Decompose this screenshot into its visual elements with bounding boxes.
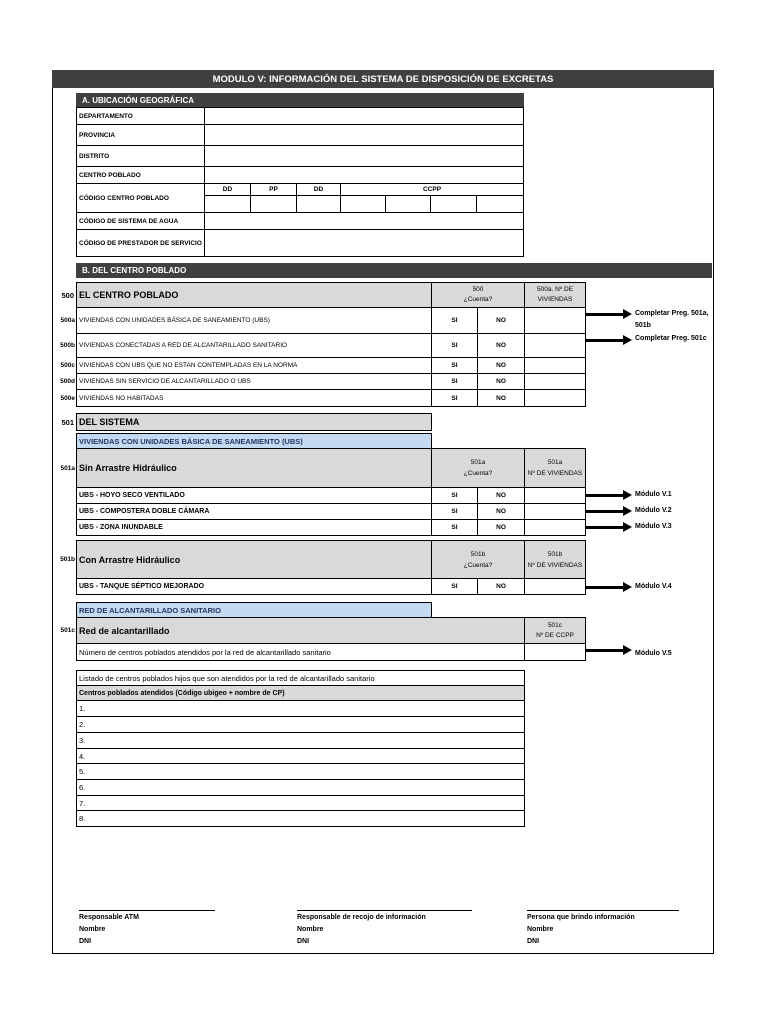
code-ccpp-field-2[interactable] xyxy=(385,195,431,213)
listado-item[interactable]: 5. xyxy=(76,763,525,780)
row-500e-label: VIVIENDAS NO HABITADAS xyxy=(76,389,432,407)
section-b-header: B. DEL CENTRO POBLADO xyxy=(76,263,712,278)
listado-item[interactable]: 3. xyxy=(76,732,525,749)
row-500a-number: 500a xyxy=(60,317,75,324)
signature-nombre: Nombre xyxy=(79,926,106,933)
provincia-label: PROVINCIA xyxy=(76,124,205,146)
modulo-v3-link[interactable]: Módulo V.3 xyxy=(635,523,672,530)
q501-label: DEL SISTEMA xyxy=(76,413,432,431)
ubs-hoyo-si[interactable]: SI xyxy=(431,487,478,504)
ubs-compostera-label: UBS - COMPOSTERA DOBLE CÁMARA xyxy=(76,503,432,520)
signature-dni: DNI xyxy=(527,938,540,945)
con-arrastre-cuenta-header: 501b ¿Cuenta? xyxy=(431,540,525,579)
section-a-header: A. UBICACIÓN GEOGRÁFICA xyxy=(76,93,524,107)
signature-responsable-atm xyxy=(79,912,139,948)
row-500b-number: 500b xyxy=(60,342,75,349)
ubs-compostera-no[interactable]: NO xyxy=(477,503,525,520)
row-500c-si[interactable]: SI xyxy=(431,357,478,374)
listado-header: Centros poblados atendidos (Código ubigeo + nombre de CP) xyxy=(76,685,525,701)
signature-line xyxy=(527,910,679,911)
provincia-field[interactable] xyxy=(204,124,524,146)
departamento-label: DEPARTAMENTO xyxy=(76,107,205,125)
note-completar-501c: Completar Preg. 501c xyxy=(635,335,707,342)
listado-title: Listado de centros poblados hijos que son atendidos por la red de alcantarillado sanitario xyxy=(76,670,525,686)
listado-item[interactable]: 6. xyxy=(76,779,525,796)
row-500d-number: 500d xyxy=(60,378,75,385)
con-arrastre-viviendas-header: 501b Nº DE VIVIENDAS xyxy=(524,540,586,579)
ubs-inundable-si[interactable]: SI xyxy=(431,519,478,536)
q500-viviendas-header: 500a. Nº DE VIVIENDAS xyxy=(524,282,586,308)
row-500a-si[interactable]: SI xyxy=(431,307,478,334)
codigo-sistema-label: CÓDIGO DE SISTEMA DE AGUA xyxy=(76,212,205,230)
row-500b-viviendas[interactable] xyxy=(524,333,586,358)
row-500c-number: 500c xyxy=(60,362,75,369)
code-ccpp-header: CCPP xyxy=(340,183,524,196)
q500-number: 500 xyxy=(61,290,74,300)
red-centros-label: Número de centros poblados atendidos por la red de alcantarillado sanitario xyxy=(76,643,525,661)
ubs-compostera-si[interactable]: SI xyxy=(431,503,478,520)
code-pp-field[interactable] xyxy=(250,195,297,213)
row-500a-viviendas[interactable] xyxy=(524,307,586,334)
code-pp-header: PP xyxy=(250,183,297,196)
code-ccpp-field-3[interactable] xyxy=(430,195,477,213)
q501-number: 501 xyxy=(61,417,74,427)
ubs-compostera-viviendas[interactable] xyxy=(524,503,586,520)
modulo-v2-link[interactable]: Módulo V.2 xyxy=(635,507,672,514)
red-ccpp-header: 501c Nº DE CCPP xyxy=(524,617,586,644)
ubs-header: VIVIENDAS CON UNIDADES BÁSICA DE SANEAMIENTO (UBS) xyxy=(76,433,432,449)
codigo-prestador-label: CÓDIGO DE PRESTADOR DE SERVICIO xyxy=(76,229,205,257)
signature-nombre: Nombre xyxy=(297,926,324,933)
signature-dni: DNI xyxy=(79,938,92,945)
ubs-tanque-label: UBS - TANQUE SÉPTICO MEJORADO xyxy=(76,578,432,595)
signature-role: Persona que brindo información xyxy=(527,914,635,921)
ubs-tanque-no[interactable]: NO xyxy=(477,578,525,595)
row-500b-no[interactable]: NO xyxy=(477,333,525,358)
q500-cuenta-header: 500 ¿Cuenta? xyxy=(431,282,525,308)
ubs-hoyo-label: UBS - HOYO SECO VENTILADO xyxy=(76,487,432,504)
row-500d-viviendas[interactable] xyxy=(524,373,586,390)
row-500e-number: 500e xyxy=(60,394,75,402)
ubs-hoyo-no[interactable]: NO xyxy=(477,487,525,504)
row-500c-no[interactable]: NO xyxy=(477,357,525,374)
code-dd1-field[interactable] xyxy=(204,195,251,213)
row-500e-viviendas[interactable] xyxy=(524,389,586,407)
code-ccpp-field-4[interactable] xyxy=(476,195,524,213)
listado-item[interactable]: 4. xyxy=(76,748,525,764)
signature-nombre: Nombre xyxy=(527,926,554,933)
departamento-field[interactable] xyxy=(204,107,524,125)
signature-line xyxy=(297,910,472,911)
listado-item[interactable]: 2. xyxy=(76,716,525,733)
note-completar-501a-501b: Completar Preg. 501a, 501b xyxy=(635,310,709,329)
listado-item[interactable]: 7. xyxy=(76,795,525,811)
ubs-inundable-label: UBS - ZONA INUNDABLE xyxy=(76,519,432,536)
signature-responsable-recojo xyxy=(297,912,426,948)
page-title: MODULO V: INFORMACIÓN DEL SISTEMA DE DISPOSICIÓN DE EXCRETAS xyxy=(52,70,714,88)
codigo-prestador-field[interactable] xyxy=(204,229,524,257)
ubs-tanque-si[interactable]: SI xyxy=(431,578,478,595)
row-500e-no[interactable]: NO xyxy=(477,389,525,407)
code-dd2-header: DD xyxy=(296,183,341,196)
codigo-sistema-field[interactable] xyxy=(204,212,524,230)
codigo-cp-label: CÓDIGO CENTRO POBLADO xyxy=(76,183,205,213)
row-500d-label: VIVIENDAS SIN SERVICIO DE ALCANTARILLADO O UBS xyxy=(76,373,432,390)
red-alcantarillado-label: Red de alcantarillado xyxy=(76,617,525,644)
row-500b-label: VIVIENDAS CONECTADAS A RED DE ALCANTARILLADO SANITARIO xyxy=(76,333,432,358)
listado-item[interactable]: 8. xyxy=(76,810,525,827)
listado-item[interactable]: 1. xyxy=(76,700,525,717)
code-dd1-header: DD xyxy=(204,183,251,196)
centro-poblado-label: CENTRO POBLADO xyxy=(76,166,205,184)
q500-label: EL CENTRO POBLADO xyxy=(76,282,432,308)
sin-arrastre-viviendas-header: 501a Nº DE VIVIENDAS xyxy=(524,448,586,488)
row-500e-si[interactable]: SI xyxy=(431,389,478,407)
code-dd2-field[interactable] xyxy=(296,195,341,213)
sin-arrastre-label: Sin Arrastre Hidráulico xyxy=(76,448,432,488)
red-ccpp-field[interactable] xyxy=(524,643,586,661)
signature-role: Responsable ATM xyxy=(79,914,139,921)
ubs-inundable-no[interactable]: NO xyxy=(477,519,525,536)
row-500a-no[interactable]: NO xyxy=(477,307,525,334)
signature-persona-informacion xyxy=(527,912,635,948)
ubs-inundable-viviendas[interactable] xyxy=(524,519,586,536)
row-500a-label: VIVIENDAS CON UNIDADES BÁSICA DE SANEAMIENTO (UBS) xyxy=(76,307,432,334)
row-500d-si[interactable]: SI xyxy=(431,373,478,390)
q501a-number: 501a xyxy=(60,464,75,472)
ubs-hoyo-viviendas[interactable] xyxy=(524,487,586,504)
q501c-number: 501c xyxy=(60,627,75,634)
q501b-number: 501b xyxy=(60,556,75,563)
signature-line xyxy=(79,910,215,911)
row-500c-label: VIVIENDAS CON UBS QUE NO ESTAN CONTEMPLADAS EN LA NORMA xyxy=(76,357,432,374)
ubs-tanque-viviendas[interactable] xyxy=(524,578,586,595)
centro-poblado-field[interactable] xyxy=(204,166,524,184)
distrito-label: DISTRITO xyxy=(76,145,205,167)
sin-arrastre-cuenta-header: 501a ¿Cuenta? xyxy=(431,448,525,488)
con-arrastre-label: Con Arrastre Hidráulico xyxy=(76,540,432,579)
signature-dni: DNI xyxy=(297,938,310,945)
row-500c-viviendas[interactable] xyxy=(524,357,586,374)
red-alcantarillado-header: RED DE ALCANTARILLADO SANITARIO xyxy=(76,602,432,618)
row-500b-si[interactable]: SI xyxy=(431,333,478,358)
modulo-v4-link[interactable]: Módulo V.4 xyxy=(635,583,672,590)
code-ccpp-field-1[interactable] xyxy=(340,195,386,213)
modulo-v5-link[interactable]: Módulo V.5 xyxy=(635,650,672,657)
modulo-v1-link[interactable]: Módulo V.1 xyxy=(635,491,672,498)
signature-role: Responsable de recojo de información xyxy=(297,914,426,921)
row-500d-no[interactable]: NO xyxy=(477,373,525,390)
distrito-field[interactable] xyxy=(204,145,524,167)
